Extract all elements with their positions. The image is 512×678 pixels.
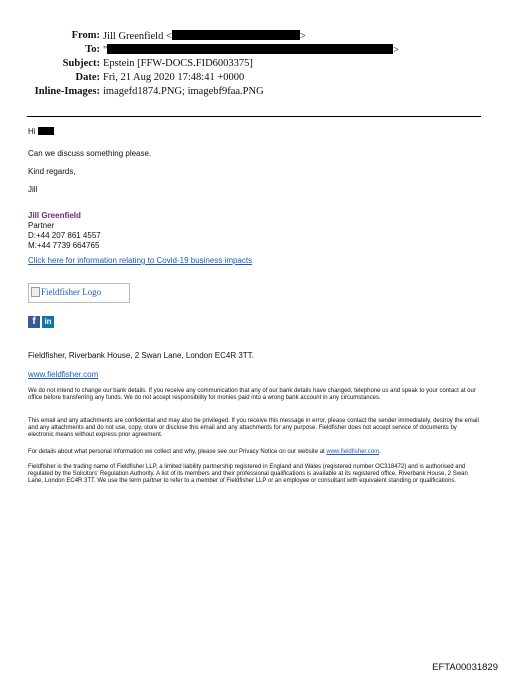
header-images-row [0,86,512,100]
document-reference: EFTA00031829 [432,662,498,673]
header-divider [27,116,481,117]
greeting [28,127,54,136]
sender-first-name: Jill [28,185,38,194]
privacy-website-link[interactable]: www.fieldfisher.com [326,449,380,455]
privacy-suffix: . [379,449,381,455]
privacy-prefix: For details about what personal information we collect and why, please see our Privacy Notice on our website at [28,449,327,455]
privacy-notice [28,449,484,456]
redaction-bar [38,127,54,135]
fieldfisher-logo[interactable] [28,283,130,303]
header-from-row [0,30,512,44]
header-to-row [0,44,512,58]
website-link[interactable]: www.fieldfisher.com [28,370,99,379]
logo-alt-text: Fieldfisher Logo [41,287,102,297]
from-close: > [299,31,306,42]
date-value: Fri, 21 Aug 2020 17:48:41 +0000 [103,72,245,83]
facebook-icon[interactable]: f [28,316,40,328]
to-label: To: [85,44,100,55]
signature-name: Jill Greenfield [28,211,81,220]
redaction-bar [172,30,300,40]
bank-disclaimer: We do not intend to change our bank details. If you receive any communication that any of our bank details have changed, telephone us and speak to your contact at our office before transferring any funds. We do not accept responsibility for monies paid into a wrong bank account in any circumstances. [28,388,476,401]
header-subject-row [0,58,512,72]
inline-images-label: Inline-Images: [34,86,100,97]
linkedin-icon[interactable]: in [42,316,54,328]
to-value: " [103,45,108,56]
closing: Kind regards, [28,167,76,176]
greeting-text: Hi [28,127,36,136]
office-address: Fieldfisher, Riverbank House, 2 Swan Lane, London EC4R 3TT. [28,351,254,360]
inline-images-value: imagefd1874.PNG; imagebf9faa.PNG [103,86,264,97]
legal-notice: Fieldfisher is the trading name of Fieldfisher LLP, a limited liability partnership registered in England and Wales (registered number OC318472) and is authorised and regulated by the Solicitors' Regulation Authority. A list of its members and their professional qualifications is available at its registered office, Riverbank House, 2 Swan Lane, London EC4R 3TT. We use the term partner to refer to a member of Fieldfisher LLP or an employee or consultant with equivalent standing or qualifications. [28,464,468,484]
signature-mobile-phone: M:+44 7739 664765 [28,241,100,250]
signature-title: Partner [28,221,55,230]
date-label: Date: [75,72,100,83]
broken-image-icon [31,287,40,297]
covid-info-link[interactable]: Click here for information relating to Covid-19 business impacts [28,256,253,265]
redaction-bar [107,44,393,54]
from-label: From: [71,30,100,41]
header-date-row [0,72,512,86]
from-value: Jill Greenfield < [103,31,172,42]
confidentiality-disclaimer: This email and any attachments are confidential and may also be privileged. If you receive this message in error, please contact the sender immediately, destroy the email and any attachments and do not use, copy, store or disclose this email and any attachments for any purpose. Fieldfisher does not accept service of documents by electronic means without express prior agreement. [28,418,479,438]
subject-value: Epstein [FFW-DOCS.FID6003375] [103,58,253,69]
message-line: Can we discuss something please. [28,149,152,158]
to-close: > [393,45,400,56]
signature-direct-phone: D:+44 207 861 4557 [28,231,101,240]
subject-label: Subject: [62,58,100,69]
